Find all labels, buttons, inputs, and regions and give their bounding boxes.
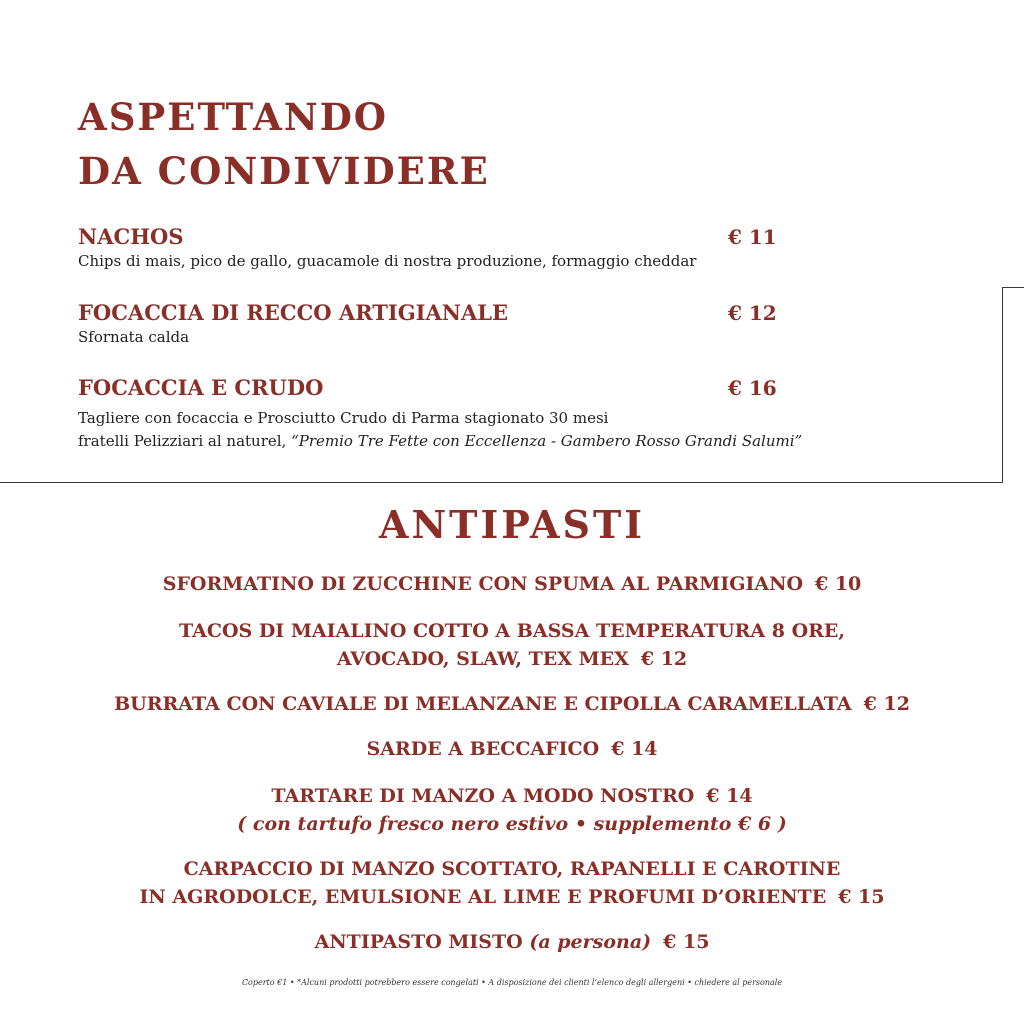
antipasto-supplement: ( con tartufo fresco nero estivo • supplemento € 6 )	[237, 813, 787, 835]
antipasto-name: ANTIPASTO MISTO	[314, 931, 523, 953]
antipasto-price: € 14	[706, 785, 753, 807]
desc-award: “Premio Tre Fette con Eccellenza - Gambero Rosso Grandi Salumi”	[291, 432, 803, 450]
antipasto-item	[0, 928, 1024, 956]
antipasto-name-line1: TACOS DI MAIALINO COTTO A BASSA TEMPERATURA 8 ORE,	[178, 620, 846, 642]
antipasto-price: € 15	[663, 931, 710, 953]
item-description: Sfornata calda	[78, 328, 190, 346]
antipasto-item	[0, 690, 1024, 718]
antipasto-price: € 12	[863, 693, 910, 715]
menu-item-nachos	[78, 224, 778, 273]
antipasto-item	[0, 855, 1024, 911]
antipasto-price: € 14	[611, 738, 658, 760]
antipasto-item	[0, 782, 1024, 838]
divider-vertical	[1002, 287, 1003, 483]
antipasto-name: SFORMATINO DI ZUCCHINE CON SPUMA AL PARMIGIANO	[162, 573, 803, 595]
antipasto-price: € 10	[815, 573, 862, 595]
divider-horizontal	[0, 482, 1003, 483]
antipasto-note: (a persona)	[529, 931, 652, 953]
antipasto-name: TARTARE DI MANZO A MODO NOSTRO	[271, 785, 695, 807]
antipasto-name-line2: AVOCADO, SLAW, TEX MEX	[336, 648, 629, 670]
section-title-antipasti: ANTIPASTI	[378, 502, 646, 547]
section-title-line2: DA CONDIVIDERE	[78, 149, 490, 193]
antipasto-item	[0, 735, 1024, 763]
item-description-line1: Tagliere con focaccia e Prosciutto Crudo di Parma stagionato 30 mesi	[78, 409, 609, 427]
item-description: Chips di mais, pico de gallo, guacamole di nostra produzione, formaggio cheddar	[78, 252, 697, 270]
item-name: FOCACCIA E CRUDO	[78, 375, 324, 400]
item-price: € 12	[728, 301, 777, 325]
footnote: Coperto €1 • *Alcuni prodotti potrebbero essere congelati • A disposizione dei clienti l’elenco degli allergeni • chiedere al personale	[241, 978, 783, 987]
item-name: NACHOS	[78, 224, 184, 249]
desc-plain: fratelli Pelizziari al naturel,	[78, 432, 292, 450]
item-description-line2	[78, 430, 978, 453]
menu-item-focaccia-recco	[78, 300, 778, 349]
item-price: € 11	[728, 225, 777, 249]
section-title-line1: ASPETTANDO	[78, 95, 389, 139]
menu-item-focaccia-crudo	[78, 375, 803, 453]
antipasto-name-line2: IN AGRODOLCE, EMULSIONE AL LIME E PROFUMI D’ORIENTE	[139, 886, 827, 908]
antipasto-item	[0, 617, 1024, 673]
item-price: € 16	[728, 376, 777, 400]
antipasto-price: € 15	[838, 886, 885, 908]
antipasto-item	[0, 570, 1024, 598]
divider-tick	[1002, 287, 1024, 288]
antipasto-price: € 12	[640, 648, 688, 670]
item-name: FOCACCIA DI RECCO ARTIGIANALE	[78, 300, 509, 325]
antipasto-name: BURRATA CON CAVIALE DI MELANZANE E CIPOLLA CARAMELLATA	[114, 693, 852, 715]
section-title-aspettando	[78, 90, 490, 198]
antipasto-name-line1: CARPACCIO DI MANZO SCOTTATO, RAPANELLI E CAROTINE	[183, 858, 841, 880]
antipasto-name: SARDE A BECCAFICO	[366, 738, 600, 760]
